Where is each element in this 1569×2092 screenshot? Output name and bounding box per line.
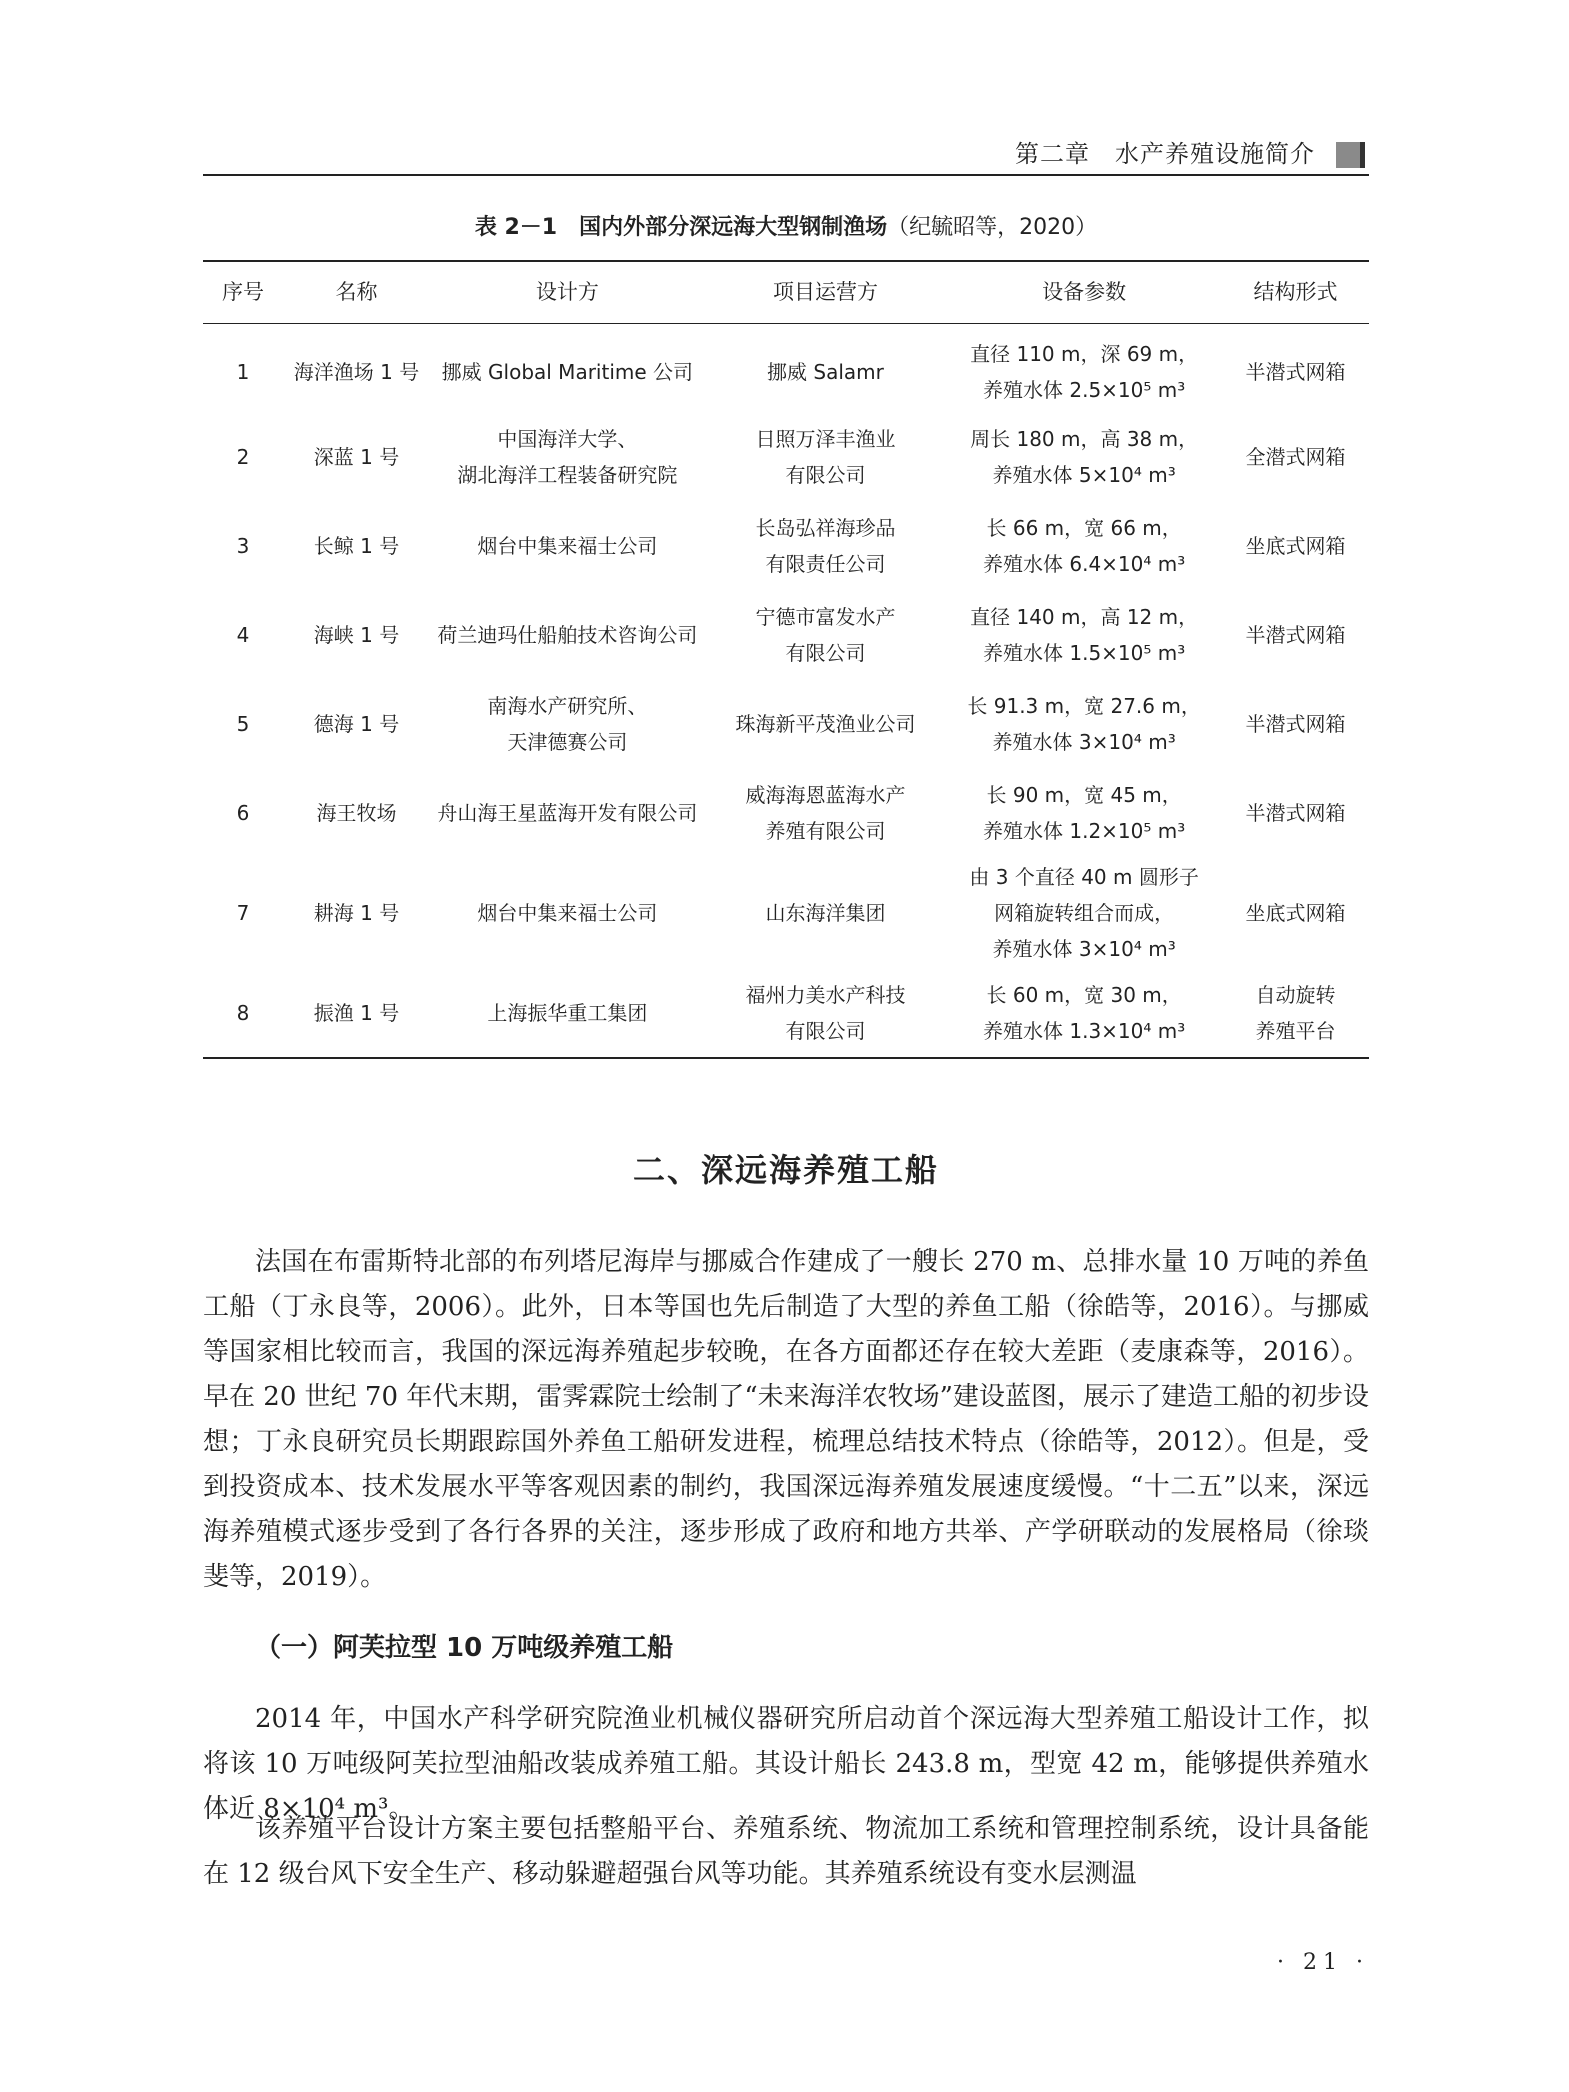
table-cell: 日照万泽丰渔业 有限公司	[755, 426, 896, 487]
table-caption	[203, 212, 1369, 244]
table-cell: 舟山海王星蓝海开发有限公司	[437, 800, 698, 825]
table-row	[203, 768, 1369, 857]
page-number: · 21 ·	[1277, 1950, 1369, 1975]
table-cell: 坐底式网箱	[1245, 901, 1346, 925]
table-cell: 全潜式网箱	[1245, 444, 1346, 469]
table-row	[203, 412, 1369, 501]
table-cell: 耕海 1 号	[313, 901, 400, 925]
table-header-row	[203, 261, 1369, 323]
table-cell: 长 66 m，宽 66 m， 养殖水体 6.4×10⁴ m³	[983, 515, 1186, 576]
table-cell: 上海振华重工集团	[430, 969, 705, 1058]
table-cell: 半潜式网箱	[1245, 800, 1346, 825]
table-cell: 直径 110 m，深 69 m， 养殖水体 2.5×10⁵ m³	[970, 341, 1199, 402]
table-source: （纪毓昭等，2020）	[887, 215, 1098, 240]
header-cell: 设计方	[430, 261, 705, 323]
running-header	[203, 138, 1369, 176]
table-cell: 挪威 Global Maritime 公司	[441, 359, 694, 384]
table-cell: 8	[203, 969, 283, 1058]
table-cell: 海峡 1 号	[313, 622, 400, 647]
table-cell: 深蓝 1 号	[313, 444, 400, 469]
table-cell: 宁德市富发水产 有限公司	[755, 604, 896, 665]
table-cell: 半潜式网箱	[1245, 622, 1346, 647]
table-cell: 半潜式网箱	[1245, 711, 1346, 736]
table-cell: 4	[236, 622, 250, 647]
table-row	[203, 679, 1369, 768]
table-cell: 中国海洋大学、 湖北海洋工程装备研究院	[457, 426, 678, 487]
body-paragraph: 法国在布雷斯特北部的布列塔尼海岸与挪威合作建成了一艘长 270 m、总排水量 10 万吨的养鱼工船（丁永良等，2006）。此外，日本等国也先后制造了大型的养鱼工船（徐皓等，2016）。与挪威等国家相比较而言，我国的深远海养殖起步较晚，在各方面都还存在较大差距（麦康森等，2016）。早在 20 世纪 70 年代末期，雷霁霖院士绘制了“未来海洋农牧场”建设蓝图，展示了建造工船的初步设想；丁永良研究员长期跟踪国外养鱼工船研发进程，梳理总结技术特点（徐皓等，2012）。但是，受到投资成本、技术发展水平等客观因素的制约，我国深远海养殖发展速度缓慢。“十二五”以来，深远海养殖模式逐步受到了各行各界的关注，逐步形成了政府和地方共举、产学研联动的发展格局（徐琰斐等，2019）。	[203, 1247, 1369, 1592]
table-cell: 5	[236, 711, 250, 736]
chapter-title: 第二章 水产养殖设施简介	[1015, 140, 1315, 168]
table-cell: 烟台中集来福士公司	[477, 533, 658, 558]
subsection-heading: （一）阿芙拉型 10 万吨级养殖工船	[255, 1633, 674, 1663]
table-row	[203, 590, 1369, 679]
header-cell: 名称	[283, 261, 430, 323]
table-number: 表 2－1	[474, 215, 558, 240]
table-cell: 自动旋转 养殖平台	[1222, 969, 1369, 1058]
table-cell: 长鲸 1 号	[313, 533, 400, 558]
table-cell: 长岛弘祥海珍品 有限责任公司	[755, 515, 896, 576]
body-paragraph: 该养殖平台设计方案主要包括整船平台、养殖系统、物流加工系统和管理控制系统，设计具备能在 12 级台风下安全生产、移动躲避超强台风等功能。其养殖系统设有变水层测温	[203, 1814, 1369, 1889]
table-cell: 6	[236, 800, 250, 825]
table-row	[203, 323, 1369, 412]
header-cell: 设备参数	[946, 261, 1222, 323]
table-cell: 3	[236, 533, 250, 558]
table-cell: 挪威 Salamr	[767, 359, 884, 384]
table-cell: 长 90 m，宽 45 m， 养殖水体 1.2×10⁵ m³	[983, 782, 1186, 843]
table-cell: 福州力美水产科技 有限公司	[705, 969, 946, 1058]
section-heading: 二、深远海养殖工船	[632, 1151, 939, 1189]
table-cell: 振渔 1 号	[283, 969, 430, 1058]
table-cell: 由 3 个直径 40 m 圆形子 网箱旋转组合而成， 养殖水体 3×10⁴ m³	[969, 865, 1199, 961]
table-cell: 坐底式网箱	[1245, 533, 1346, 558]
table-cell: 南海水产研究所、 天津德赛公司	[487, 693, 648, 754]
table-cell: 珠海新平茂渔业公司	[735, 711, 916, 736]
table-cell: 威海海恩蓝海水产 养殖有限公司	[745, 782, 906, 843]
table-cell: 烟台中集来福士公司	[477, 901, 658, 925]
table-cell: 1	[236, 359, 250, 384]
table-cell: 海洋渔场 1 号	[293, 359, 420, 384]
table-cell: 山东海洋集团	[765, 901, 886, 925]
table-cell: 荷兰迪玛仕船舶技术咨询公司	[437, 622, 698, 647]
header-cell: 项目运营方	[705, 261, 946, 323]
table-row	[203, 969, 1369, 1058]
chapter-marker-icon	[1336, 142, 1365, 168]
table-cell: 海王牧场	[316, 800, 397, 825]
table-row	[203, 857, 1369, 969]
table-cell: 德海 1 号	[313, 711, 400, 736]
table-cell: 长 60 m，宽 30 m， 养殖水体 1.3×10⁴ m³	[946, 969, 1222, 1058]
table-cell: 2	[236, 444, 250, 469]
header-cell: 结构形式	[1222, 261, 1369, 323]
fishery-table	[203, 260, 1369, 1059]
table-cell: 周长 180 m，高 38 m， 养殖水体 5×10⁴ m³	[970, 426, 1199, 487]
table-cell: 7	[236, 901, 250, 925]
table-cell: 直径 140 m，高 12 m， 养殖水体 1.5×10⁵ m³	[970, 604, 1199, 665]
header-cell: 序号	[203, 261, 283, 323]
table-cell: 半潜式网箱	[1245, 359, 1346, 384]
table-row	[203, 501, 1369, 590]
table-title: 国内外部分深远海大型钢制渔场	[579, 215, 888, 240]
body-paragraph: 2014 年，中国水产科学研究院渔业机械仪器研究所启动首个深远海大型养殖工船设计工作，拟将该 10 万吨级阿芙拉型油船改装成养殖工船。其设计船长 243.8 m，型宽 42 m，能够提供养殖水体近 8×10⁴ m³。	[203, 1704, 1369, 1824]
table-cell: 长 91.3 m，宽 27.6 m， 养殖水体 3×10⁴ m³	[967, 693, 1201, 754]
